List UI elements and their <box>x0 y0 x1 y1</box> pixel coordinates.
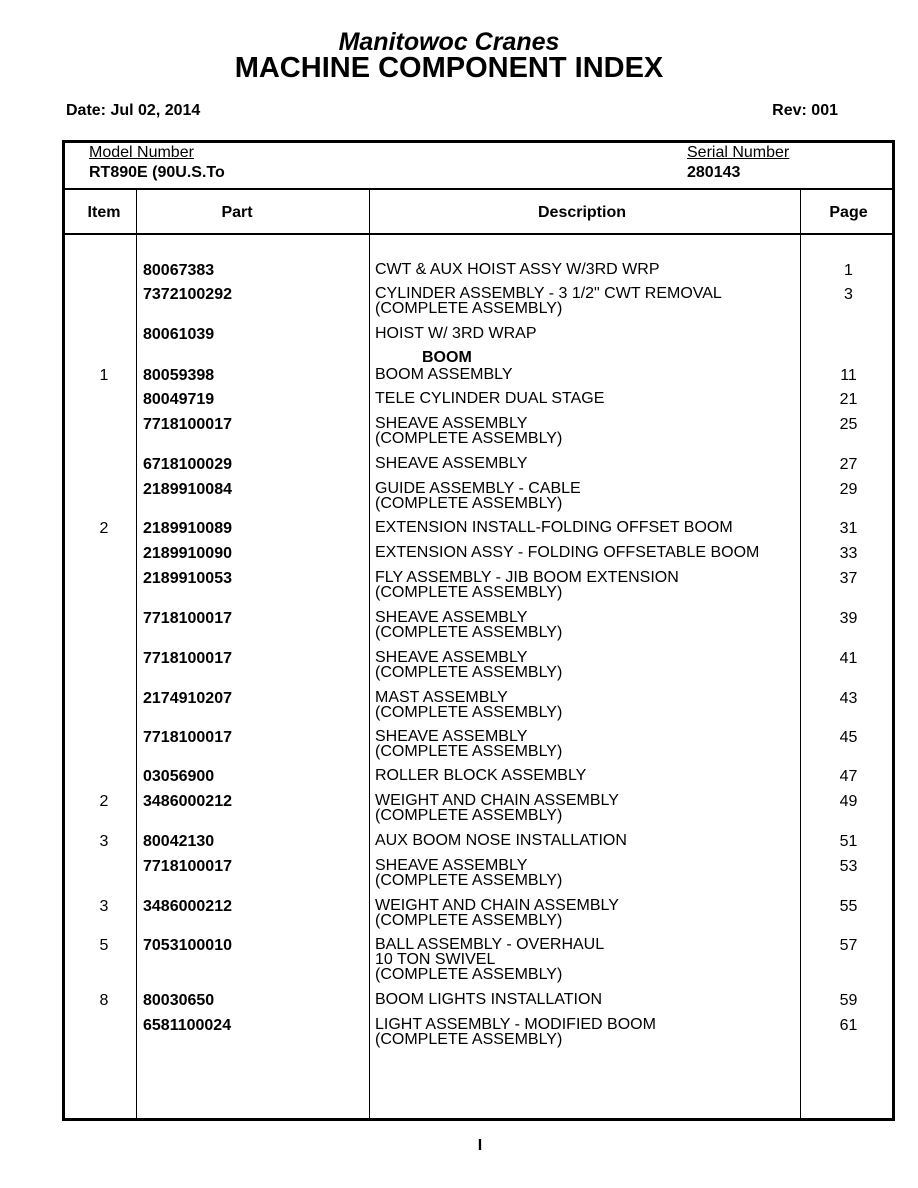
row-description <box>375 570 679 600</box>
info-divider <box>62 188 895 190</box>
row-page-number: 59 <box>839 992 858 1009</box>
row-description <box>375 858 562 888</box>
row-description-line: 10 TON SWIVEL <box>375 951 496 968</box>
row-page-number: 21 <box>839 391 858 408</box>
row-description <box>375 729 562 759</box>
column-divider-item <box>136 189 137 1120</box>
row-page-number: 51 <box>839 833 858 850</box>
row-description-line: SHEAVE ASSEMBLY <box>375 728 528 745</box>
row-description-line: SHEAVE ASSEMBLY <box>375 415 528 432</box>
row-description-line: (COMPLETE ASSEMBLY) <box>375 807 563 824</box>
row-part-number: 6718100029 <box>143 456 232 473</box>
row-page-number: 45 <box>839 729 858 746</box>
row-description-line: LIGHT ASSEMBLY - MODIFIED BOOM <box>375 1016 656 1033</box>
row-description-line: FLY ASSEMBLY - JIB BOOM EXTENSION <box>375 569 679 586</box>
row-description <box>375 937 604 982</box>
row-description-line: GUIDE ASSEMBLY - CABLE <box>375 480 581 497</box>
row-description-line: (COMPLETE ASSEMBLY) <box>375 664 563 681</box>
row-description-line: WEIGHT AND CHAIN ASSEMBLY <box>375 792 619 809</box>
row-description <box>375 367 513 382</box>
row-page-number: 57 <box>839 937 858 954</box>
row-description-line: ROLLER BLOCK ASSEMBLY <box>375 767 587 784</box>
row-description-line: EXTENSION ASSY - FOLDING OFFSETABLE BOOM <box>375 544 760 561</box>
row-part-number: 80059398 <box>143 367 215 384</box>
row-description <box>375 833 627 848</box>
row-description <box>375 520 733 535</box>
row-description <box>375 793 619 823</box>
row-page-number: 55 <box>839 898 858 915</box>
row-part-number: 3486000212 <box>143 898 232 915</box>
row-page-number: 43 <box>839 690 858 707</box>
row-page-number: 27 <box>839 456 858 473</box>
row-description-line: CWT & AUX HOIST ASSY W/3RD WRP <box>375 261 660 278</box>
row-description-line: (COMPLETE ASSEMBLY) <box>375 704 563 721</box>
row-description <box>375 650 562 680</box>
row-page-number: 25 <box>839 416 858 433</box>
column-header-description: Description <box>537 204 626 221</box>
row-description-line: (COMPLETE ASSEMBLY) <box>375 912 563 929</box>
section-heading-boom: BOOM <box>422 349 472 366</box>
row-description-line: (COMPLETE ASSEMBLY) <box>375 430 563 447</box>
row-item-number: 2 <box>99 793 109 810</box>
row-description-line: (COMPLETE ASSEMBLY) <box>375 872 563 889</box>
row-part-number: 7372100292 <box>143 286 232 303</box>
row-description <box>375 768 586 783</box>
company-name: Manitowoc Cranes <box>338 28 560 56</box>
column-header-page: Page <box>829 204 868 221</box>
row-page-number: 31 <box>839 520 858 537</box>
row-description-line: (COMPLETE ASSEMBLY) <box>375 966 563 983</box>
row-part-number: 03056900 <box>143 768 215 785</box>
document-revision: Rev: 001 <box>772 102 838 119</box>
row-page-number: 53 <box>839 858 858 875</box>
row-description <box>375 416 562 446</box>
row-description-line: (COMPLETE ASSEMBLY) <box>375 584 563 601</box>
column-header-divider <box>62 233 895 235</box>
row-part-number: 7053100010 <box>143 937 232 954</box>
row-item-number: 8 <box>99 992 109 1009</box>
row-description-line: SHEAVE ASSEMBLY <box>375 609 528 626</box>
serial-number-label: Serial Number <box>687 144 790 161</box>
row-part-number: 2189910084 <box>143 481 232 498</box>
row-part-number: 2189910090 <box>143 545 232 562</box>
row-part-number: 80067383 <box>143 262 215 279</box>
row-description-line: (COMPLETE ASSEMBLY) <box>375 743 563 760</box>
row-description-line: CYLINDER ASSEMBLY - 3 1/2" CWT REMOVAL <box>375 285 722 302</box>
row-part-number: 7718100017 <box>143 416 232 433</box>
row-description-line: AUX BOOM NOSE INSTALLATION <box>375 832 627 849</box>
row-page-number: 49 <box>839 793 858 810</box>
row-description-line: BOOM ASSEMBLY <box>375 366 513 383</box>
row-page-number: 11 <box>840 367 857 384</box>
row-part-number: 2189910089 <box>143 520 232 537</box>
row-description <box>375 992 602 1007</box>
row-description-line: SHEAVE ASSEMBLY <box>375 455 528 472</box>
row-page-number: 47 <box>839 768 858 785</box>
row-item-number: 5 <box>99 937 109 954</box>
row-page-number: 41 <box>839 650 858 667</box>
row-part-number: 80042130 <box>143 833 215 850</box>
serial-number-value: 280143 <box>687 164 741 181</box>
row-description <box>375 898 619 928</box>
row-description <box>375 1017 656 1047</box>
row-description <box>375 481 581 511</box>
column-header-part: Part <box>221 204 253 221</box>
row-description-line: HOIST W/ 3RD WRAP <box>375 325 537 342</box>
page-number: I <box>477 1137 483 1154</box>
row-part-number: 7718100017 <box>143 650 232 667</box>
column-header-item: Item <box>87 204 121 221</box>
row-description <box>375 456 527 471</box>
document-date: Date: Jul 02, 2014 <box>66 102 201 119</box>
row-description-line: EXTENSION INSTALL-FOLDING OFFSET BOOM <box>375 519 733 536</box>
row-part-number: 80061039 <box>143 326 215 343</box>
row-part-number: 3486000212 <box>143 793 232 810</box>
row-page-number: 1 <box>844 262 853 279</box>
row-item-number: 2 <box>99 520 109 537</box>
row-part-number: 7718100017 <box>143 858 232 875</box>
row-description-line: BALL ASSEMBLY - OVERHAUL <box>375 936 605 953</box>
row-item-number: 3 <box>99 833 109 850</box>
row-description <box>375 262 660 277</box>
row-part-number: 6581100024 <box>143 1017 232 1034</box>
row-page-number: 39 <box>839 610 858 627</box>
row-description-line: TELE CYLINDER DUAL STAGE <box>375 390 605 407</box>
row-page-number: 33 <box>839 545 858 562</box>
column-divider-part <box>369 189 370 1120</box>
row-page-number: 37 <box>839 570 858 587</box>
row-description-line: SHEAVE ASSEMBLY <box>375 649 528 666</box>
row-part-number: 7718100017 <box>143 610 232 627</box>
row-item-number: 3 <box>99 898 109 915</box>
row-description <box>375 326 537 341</box>
row-description <box>375 610 562 640</box>
row-description <box>375 545 759 560</box>
row-page-number: 61 <box>839 1017 858 1034</box>
row-item-number: 1 <box>99 367 109 384</box>
row-description <box>375 286 722 316</box>
row-description <box>375 690 562 720</box>
document-title: MACHINE COMPONENT INDEX <box>234 52 664 84</box>
model-number-value: RT890E (90U.S.To <box>89 164 225 181</box>
row-description-line: WEIGHT AND CHAIN ASSEMBLY <box>375 897 619 914</box>
row-description-line: (COMPLETE ASSEMBLY) <box>375 495 563 512</box>
row-description-line: (COMPLETE ASSEMBLY) <box>375 624 563 641</box>
row-page-number: 29 <box>839 481 858 498</box>
row-part-number: 7718100017 <box>143 729 232 746</box>
row-part-number: 2174910207 <box>143 690 232 707</box>
row-part-number: 80030650 <box>143 992 215 1009</box>
row-description-line: BOOM LIGHTS INSTALLATION <box>375 991 602 1008</box>
row-description-line: SHEAVE ASSEMBLY <box>375 857 528 874</box>
row-description <box>375 391 604 406</box>
row-page-number: 3 <box>844 286 853 303</box>
row-part-number: 80049719 <box>143 391 215 408</box>
row-description-line: (COMPLETE ASSEMBLY) <box>375 1031 563 1048</box>
model-number-label: Model Number <box>89 144 194 161</box>
row-part-number: 2189910053 <box>143 570 232 587</box>
row-description-line: MAST ASSEMBLY <box>375 689 508 706</box>
row-description-line: (COMPLETE ASSEMBLY) <box>375 300 563 317</box>
